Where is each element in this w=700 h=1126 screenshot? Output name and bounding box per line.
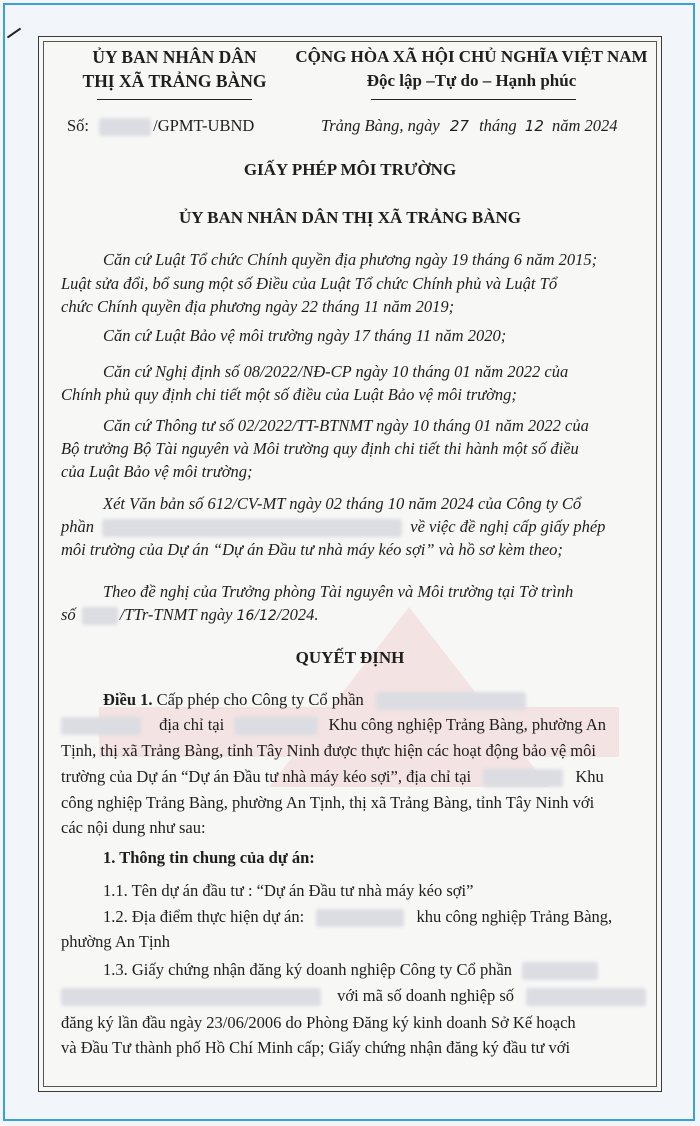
redacted-tax-code (526, 988, 646, 1006)
document-page (38, 36, 662, 1092)
month-label: tháng (479, 116, 517, 135)
issuing-authority (67, 45, 282, 93)
year-text: năm 2024 (552, 116, 618, 135)
redacted-address-2 (483, 769, 563, 787)
handwritten-day: 27 (449, 117, 469, 135)
decision-title: QUYẾT ĐỊNH (295, 648, 405, 667)
article-1-label: Điều 1. (103, 690, 153, 709)
redacted-company-4 (61, 988, 321, 1006)
redacted-number (99, 118, 151, 136)
company-prefix: phần (61, 517, 94, 536)
zone-prefix: Khu (575, 767, 604, 786)
basis-6-line-1: Theo đề nghị của Trưởng phòng Tài nguyên và Môi trường tại Tờ trình (103, 582, 574, 601)
redacted-company-3 (522, 962, 598, 980)
authority-line-1: ỦY BAN NHÂN DÂN (92, 47, 257, 67)
submission-suffix: /TTr-TNMT ngày (119, 605, 233, 624)
basis-6-line-2 (61, 604, 319, 627)
redacted-company-2 (61, 717, 141, 735)
redacted-submission-number (82, 607, 118, 625)
motto-underline (371, 99, 576, 100)
article-1-line-2 (61, 714, 606, 736)
article-1-line-1 (103, 689, 526, 711)
item-1-3-line-4: và Đầu Tư thành phố Hồ Chí Minh cấp; Giấy chứng nhận đăng ký đầu tư với (61, 1038, 571, 1057)
basis-4-line-2: Bộ trưởng Bộ Tài nguyên và Môi trường quy định chi tiết thi hành một số điều (61, 439, 579, 458)
basis-4-line-3: của Luật Bảo vệ môi trường; (61, 462, 253, 481)
basis-1-line-1: Căn cứ Luật Tổ chức Chính quyền địa phương ngày 19 tháng 6 năm 2015; (103, 250, 598, 269)
basis-2: Căn cứ Luật Bảo vệ môi trường ngày 17 tháng 11 năm 2020; (103, 326, 507, 345)
location-text: khu công nghiệp Trảng Bàng, (416, 907, 613, 926)
article-1-line-6: các nội dung như sau: (61, 818, 206, 837)
article-1-grant: Cấp phép cho Công ty Cổ phần (156, 690, 364, 709)
redacted-location (316, 909, 404, 927)
address-label: địa chỉ tại (159, 715, 225, 734)
redacted-company-1 (376, 692, 526, 710)
basis-1-line-2: Luật sửa đổi, bổ sung một số Điều của Luật Tổ chức Chính phủ và Luật Tổ (61, 274, 558, 293)
redacted-address-1 (234, 717, 318, 735)
authority-line-2: THỊ XÃ TRẢNG BÀNG (82, 71, 267, 91)
handwritten-sub-day: 16 (236, 608, 255, 624)
national-motto (289, 45, 654, 93)
nation-name: CỘNG HÒA XÃ HỘI CHỦ NGHĨA VIỆT NAM (295, 47, 648, 66)
basis-5-line-1: Xét Văn bản số 612/CV-MT ngày 02 tháng 10 năm 2024 của Công ty Cổ (103, 494, 582, 513)
basis-5-line-2 (61, 516, 605, 538)
document-number (67, 115, 254, 137)
project-location-text: trường của Dự án “Dự án Đầu tư nhà máy kéo sợi”, địa chỉ tại (61, 767, 472, 786)
number-label: Số: (67, 116, 90, 135)
handwritten-month: 12 (524, 117, 544, 135)
basis-5-line-3: môi trường của Dự án “Dự án Đầu tư nhà máy kéo sợi” và hồ sơ kèm theo; (61, 540, 563, 559)
address-text: Khu công nghiệp Trảng Bàng, phường An (328, 715, 606, 734)
motto: Độc lập –Tự do – Hạnh phúc (366, 71, 577, 90)
item-1-2-line-1 (103, 906, 612, 928)
date-place: Trảng Bàng, ngày (321, 116, 440, 135)
handwritten-sub-month: 12 (258, 608, 277, 624)
number-suffix: /GPMT-UBND (153, 116, 255, 135)
location-label: 1.2. Địa điểm thực hiện dự án: (103, 907, 305, 926)
item-1-2-line-2: phường An Tịnh (61, 932, 171, 951)
redacted-company-name (102, 519, 402, 537)
basis-4-line-1: Căn cứ Thông tư số 02/2022/TT-BTNMT ngày 10 tháng 01 năm 2022 của (103, 416, 589, 435)
basis-5-request: về việc đề nghị cấp giấy phép (410, 517, 606, 536)
submission-year: /2024. (276, 605, 319, 624)
item-1-3-line-3: đăng ký lần đầu ngày 23/06/2006 do Phòng Đăng ký kinh doanh Sở Kế hoạch (61, 1013, 576, 1032)
tax-code-label: với mã số doanh nghiệp số (337, 986, 515, 1005)
item-1-3-line-2 (61, 985, 646, 1007)
issuer-title: ỦY BAN NHÂN DÂN THỊ XÃ TRẢNG BÀNG (178, 208, 522, 227)
registration-text: 1.3. Giấy chứng nhận đăng ký doanh nghiệp Công ty Cổ phần (103, 960, 513, 979)
article-1-line-3: Tịnh, thị xã Trảng Bàng, tỉnh Tây Ninh được thực hiện các hoạt động bảo vệ môi (61, 741, 596, 760)
basis-1-line-3: chức Chính quyền địa phương ngày 22 tháng 11 năm 2019; (61, 297, 455, 316)
basis-3-line-2: Chính phủ quy định chi tiết một số điều của Luật Bảo vệ môi trường; (61, 385, 517, 404)
item-1-3-line-1 (103, 959, 598, 981)
section-1-heading: 1. Thông tin chung của dự án: (103, 848, 315, 867)
item-1-1: 1.1. Tên dự án đầu tư : “Dự án Đầu tư nhà máy kéo sợi” (103, 881, 474, 900)
document-title: GIẤY PHÉP MÔI TRƯỜNG (243, 160, 457, 179)
article-1-line-5: công nghiệp Trảng Bàng, phường An Tịnh, thị xã Trảng Bàng, tỉnh Tây Ninh với (61, 793, 595, 812)
basis-3-line-1: Căn cứ Nghị định số 08/2022/NĐ-CP ngày 10 tháng 01 năm 2022 của (103, 362, 569, 381)
submission-prefix: số (61, 605, 76, 624)
article-1-line-4 (61, 766, 604, 788)
authority-underline (97, 99, 252, 100)
date-separator: / (254, 605, 259, 624)
issue-date (321, 115, 618, 137)
